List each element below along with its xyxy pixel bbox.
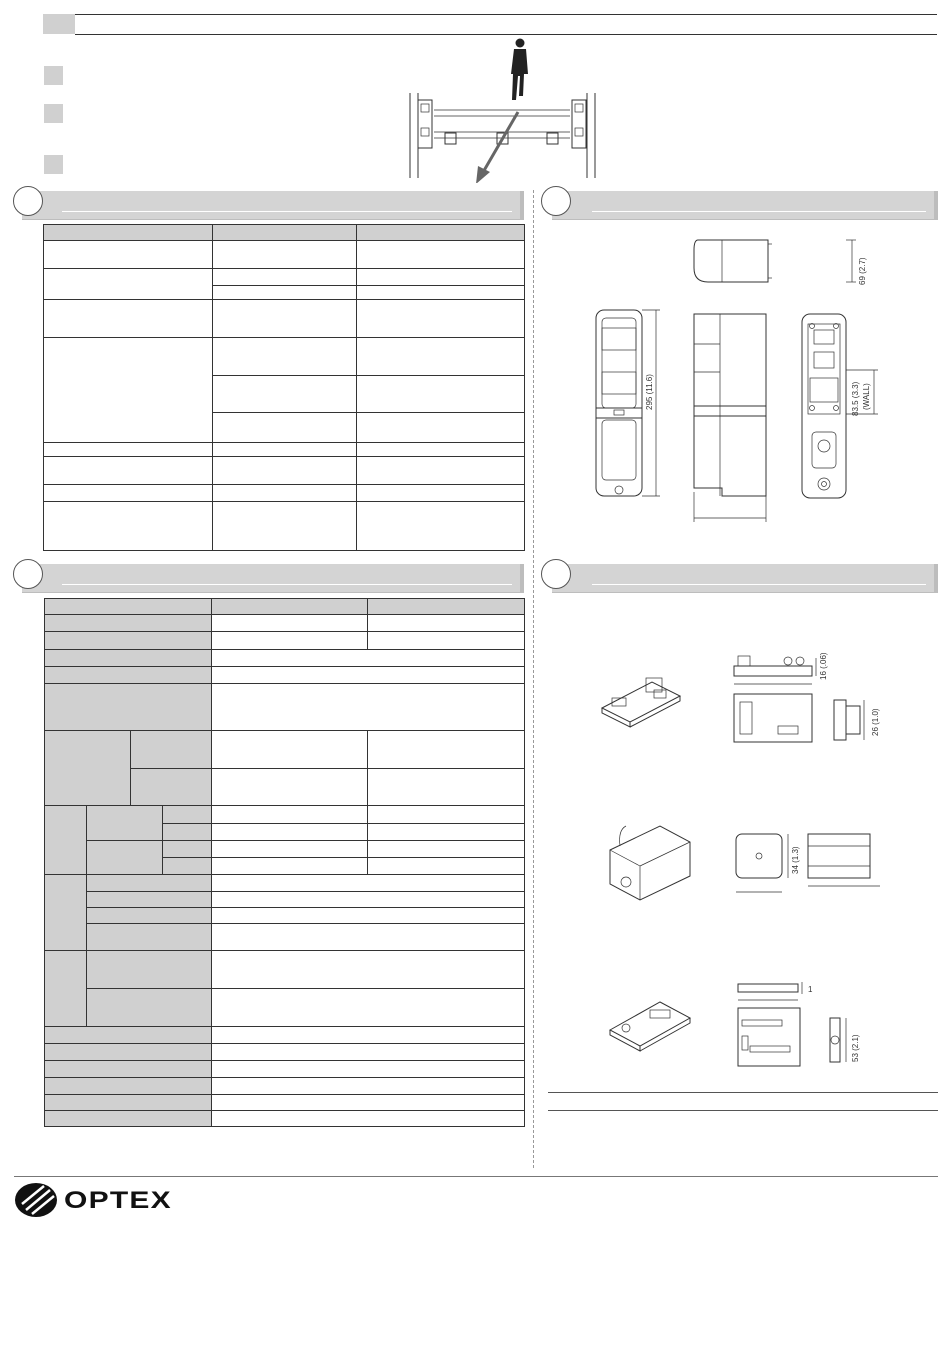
dim-unit3-width: 53 (2.1) (851, 1034, 860, 1062)
bullet-2 (44, 104, 63, 123)
bullet-1 (44, 66, 63, 85)
dim-wall-label: (WALL) (862, 383, 871, 410)
dim-wall-mount: 83.5 (3.3) (851, 381, 860, 416)
intrusion-illustration (400, 38, 610, 183)
section-number-2 (541, 186, 571, 216)
dim-unit3-height: 1 (808, 985, 813, 994)
section-header-4 (552, 564, 938, 593)
bullet-3 (44, 155, 63, 174)
dim-unit2-depth: 34 (1.3) (791, 846, 800, 874)
title-rule-bottom (75, 34, 937, 35)
dim-height: 295 (11.6) (645, 374, 654, 410)
spec-table-2 (44, 598, 525, 1127)
section-header-2 (552, 191, 938, 220)
dim-unit1-width: 26 (1.0) (871, 708, 880, 736)
spec-table-1 (43, 224, 525, 551)
dimension-drawing (580, 232, 920, 534)
option-drawings (590, 650, 890, 1080)
section-number-4 (541, 559, 571, 589)
brand-logo: OPTEX (64, 1187, 172, 1214)
section-header-1 (22, 191, 524, 220)
footer-rule (14, 1176, 938, 1177)
section-number-1 (13, 186, 43, 216)
title-tab (43, 14, 75, 34)
section-header-3 (22, 564, 524, 593)
notes-rule-bottom (548, 1110, 938, 1111)
optex-logo-mark-icon (14, 1182, 58, 1218)
notes-rule-top (548, 1092, 938, 1093)
section-number-3 (13, 559, 43, 589)
dim-top-depth: 69 (2.7) (858, 257, 867, 285)
column-divider (533, 190, 534, 1168)
dim-unit1-height: 16 (.06) (819, 652, 828, 680)
title-rule-top (75, 14, 937, 15)
